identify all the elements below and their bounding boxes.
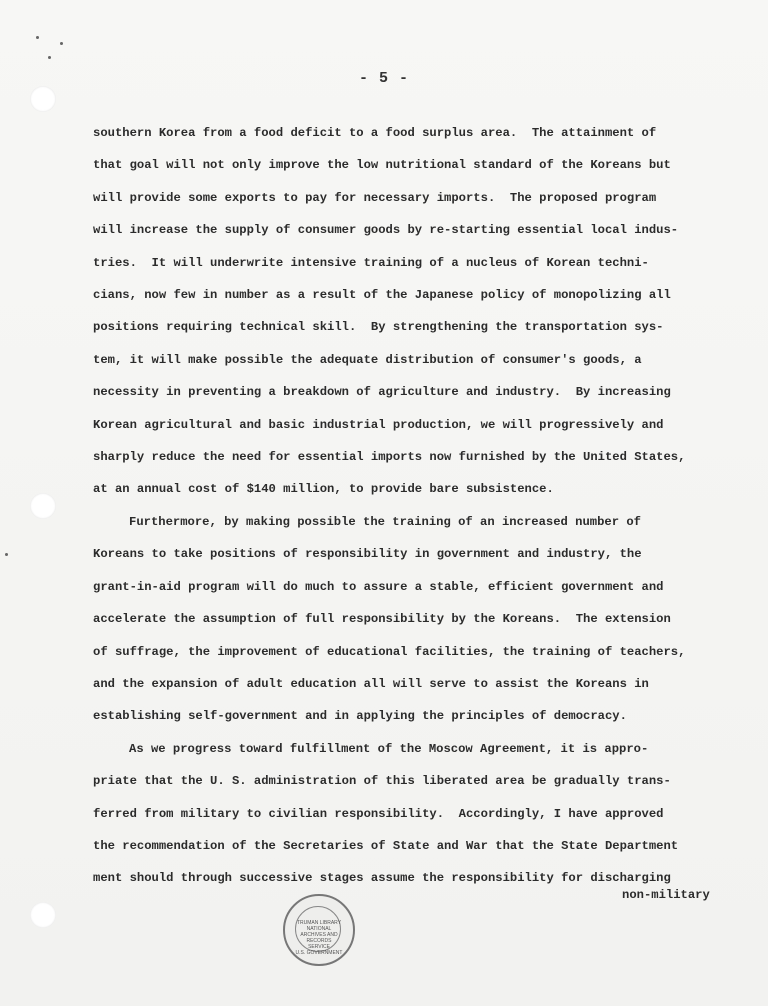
speck-mark: [48, 56, 51, 59]
text-line: positions requiring technical skill. By strengthening the transportation sys-: [93, 320, 664, 335]
text-line: southern Korea from a food deficit to a food surplus area. The attainment of: [93, 126, 657, 140]
punch-hole: [30, 902, 56, 928]
archive-stamp-seal: [283, 894, 355, 966]
text-line: ment should through successive stages assume the responsibility for discharging: [93, 871, 671, 886]
text-line: will increase the supply of consumer goods by re-starting essential local indus-: [93, 223, 679, 238]
stamp-text-line: TRUMAN LIBRARY: [296, 920, 342, 926]
stamp-text-line: U.S. GOVERNMENT: [295, 950, 343, 956]
text-line: Korean agricultural and basic industrial production, we will progressively and: [93, 417, 664, 432]
text-line: tries. It will underwrite intensive training of a nucleus of Korean techni-: [93, 255, 649, 270]
text-line: tem, it will make possible the adequate distribution of consumer's goods, a: [93, 352, 642, 367]
text-line: grant-in-aid program will do much to assure a stable, efficient government and: [93, 579, 664, 594]
stamp-text-line: SERVICE: [308, 944, 330, 950]
speck-mark: [60, 42, 63, 45]
text-line: of suffrage, the improvement of educational facilities, the training of teachers,: [93, 644, 686, 659]
stamp-text: [285, 920, 353, 956]
stamp-text-line: NATIONAL: [306, 926, 332, 932]
stamp-text-line: RECORDS: [306, 938, 332, 944]
text-line: sharply reduce the need for essential imports now furnished by the United States,: [93, 450, 686, 465]
text-line: cians, now few in number as a result of the Japanese policy of monopolizing all: [93, 288, 671, 303]
page-number: - 5 -: [358, 70, 409, 87]
punch-hole: [30, 493, 56, 519]
speck-mark: [36, 36, 39, 39]
text-line: at an annual cost of $140 million, to provide bare subsistence.: [93, 482, 554, 497]
text-line: priate that the U. S. administration of this liberated area be gradually trans-: [93, 774, 671, 789]
text-line: ferred from military to civilian responsibility. Accordingly, I have approved: [93, 806, 664, 821]
text-line: establishing self-government and in applying the principles of democracy.: [93, 709, 627, 724]
text-line: accelerate the assumption of full responsibility by the Koreans. The extension: [93, 612, 671, 627]
punch-hole: [30, 86, 56, 112]
text-line: the recommendation of the Secretaries of State and War that the State Department: [93, 838, 679, 853]
text-line: that goal will not only improve the low nutritional standard of the Koreans but: [93, 158, 671, 173]
text-line: and the expansion of adult education all will serve to assist the Koreans in: [93, 676, 649, 691]
text-line: Koreans to take positions of responsibility in government and industry, the: [93, 547, 642, 562]
text-line: As we progress toward fulfillment of the Moscow Agreement, it is appro-: [129, 741, 649, 756]
text-line: Furthermore, by making possible the training of an increased number of: [129, 514, 641, 529]
text-line: will provide some exports to pay for necessary imports. The proposed program: [93, 190, 657, 205]
stamp-text-line: ARCHIVES AND: [300, 932, 338, 938]
continuation-word: non-military: [622, 888, 710, 902]
text-line: necessity in preventing a breakdown of agriculture and industry. By increasing: [93, 385, 671, 400]
speck-mark: [5, 553, 8, 556]
body-text: [93, 117, 733, 895]
